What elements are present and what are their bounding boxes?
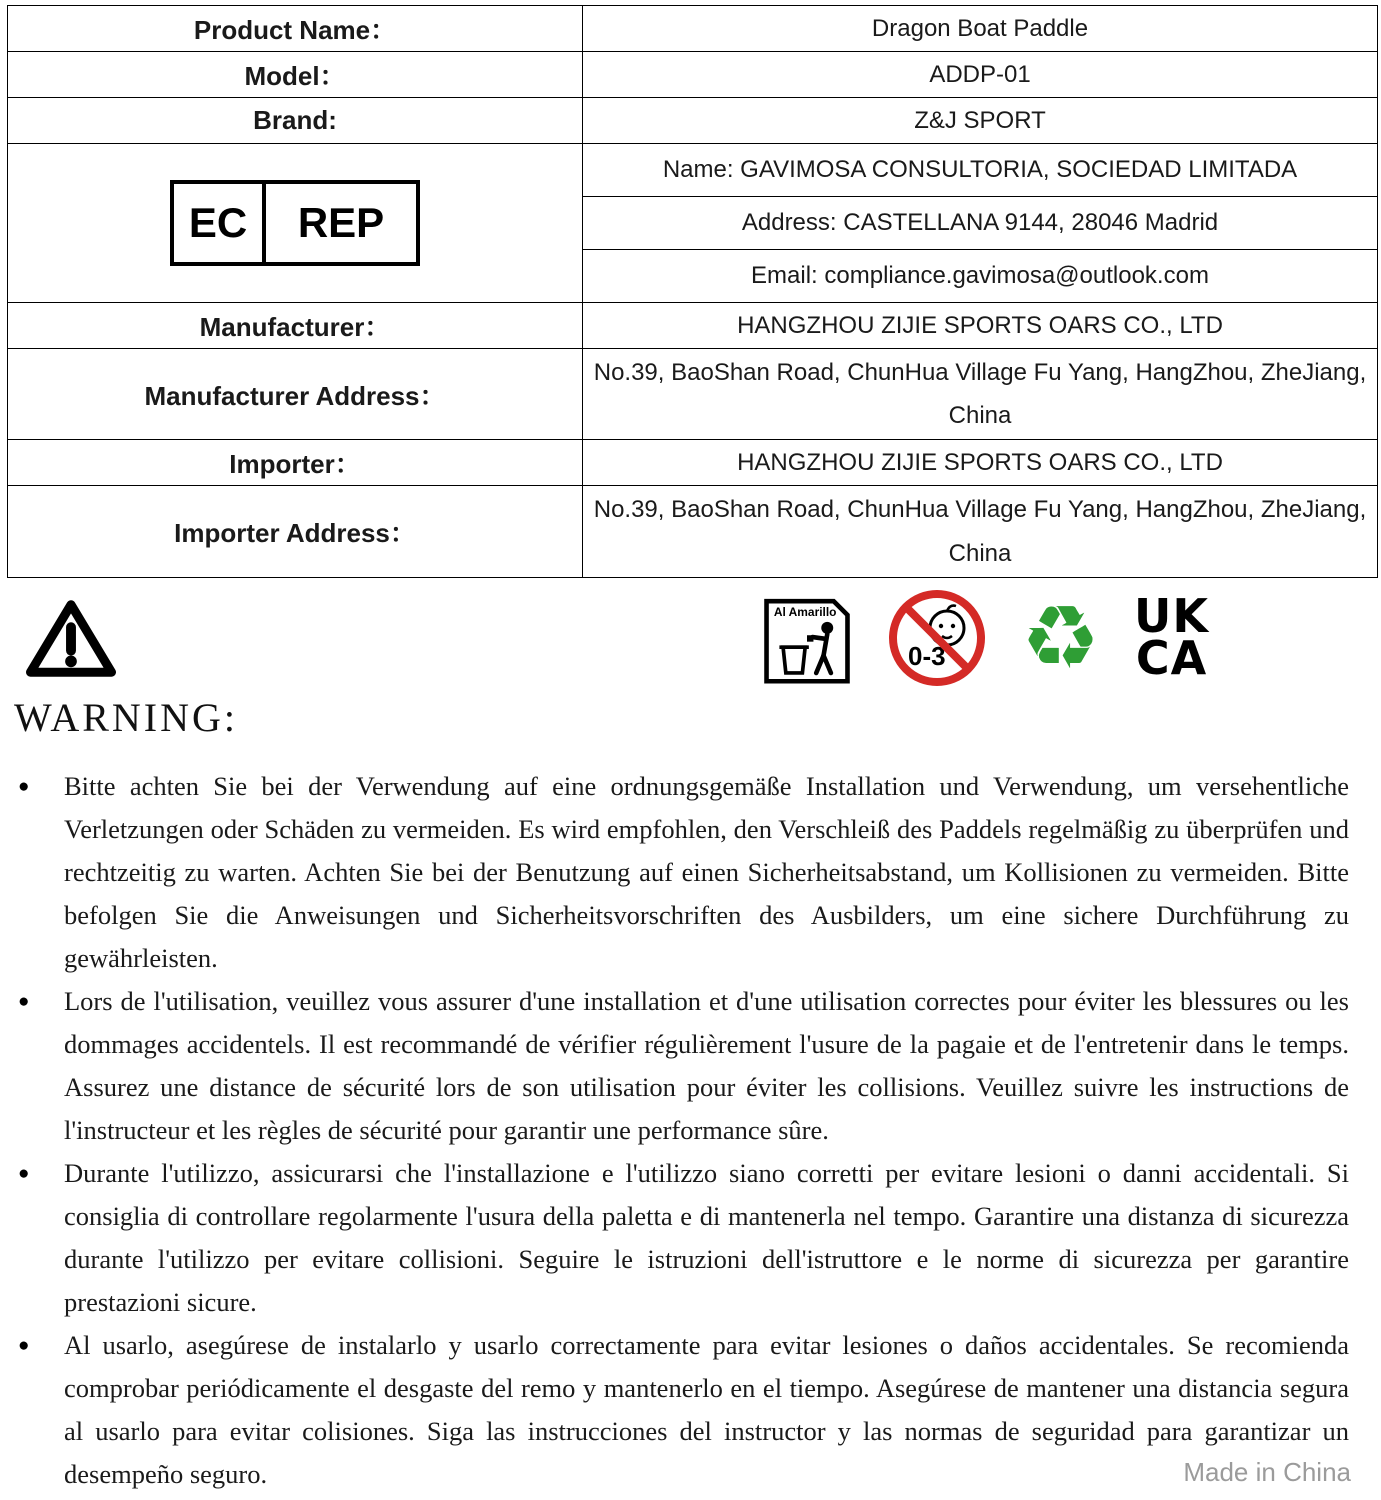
- recycling-icon: [1021, 585, 1100, 689]
- ukca-uk-text: UK: [1134, 589, 1209, 644]
- ec-rep-logo: [170, 180, 420, 266]
- model-label: Model：: [8, 52, 583, 98]
- manufacturer-value: HANGZHOU ZIJIE SPORTS OARS CO., LTD: [583, 303, 1378, 349]
- made-in-china-label: Made in China: [1183, 1457, 1351, 1487]
- ec-rep-cell: [8, 144, 583, 303]
- warning-list: [16, 765, 1349, 1496]
- manufacturer-address-value: No.39, BaoShan Road, ChunHua Village Fu Yang, HangZhou, ZheJiang, China: [583, 349, 1378, 440]
- product-info-table: [7, 5, 1378, 578]
- importer-address-value: No.39, BaoShan Road, ChunHua Village Fu Yang, HangZhou, ZheJiang, China: [583, 486, 1378, 577]
- recycling-glyph: ♻: [1021, 585, 1100, 689]
- importer-value: HANGZHOU ZIJIE SPORTS OARS CO., LTD: [583, 440, 1378, 486]
- importer-label: Importer：: [8, 440, 583, 486]
- al-amarillo-label: Al Amarillo: [773, 604, 837, 619]
- table-row: [8, 6, 1378, 52]
- brand-value: Z&J SPORT: [583, 98, 1378, 144]
- ec-rep-rep-text: REP: [297, 199, 385, 246]
- ec-rep-address: Address: CASTELLANA 9144, 28046 Madrid: [583, 197, 1378, 250]
- warning-triangle-icon: [26, 596, 116, 680]
- product-name-value: Dragon Boat Paddle: [583, 6, 1378, 52]
- warning-item-german: ● Bitte achten Sie bei der Verwendung auf eine ordnungsgemäße Installation und Verwendung, um versehentliche Verletzungen oder Schäden zu vermeiden. Es wird empfohlen, den Verschleiß des Paddels regelmäßig zu überprüfen und rechtzeitig zu warten. Achten Sie bei der Benutzung auf einen Sicherheitsabstand, um Kollisionen zu vermeiden. Bitte befolgen Sie die Anweisungen und Sicherheitsvorschriften des Ausbilders, um eine sichere Durchführung zu gewährleisten.: [16, 765, 1349, 980]
- brand-label: Brand:: [8, 98, 583, 144]
- table-row: [8, 144, 1378, 197]
- table-row: [8, 98, 1378, 144]
- not-for-children-0-3-icon: [887, 588, 987, 688]
- symbols-row: [0, 584, 1381, 692]
- ec-rep-ec-text: EC: [174, 184, 266, 262]
- table-row: [8, 52, 1378, 98]
- manufacturer-address-label: Manufacturer Address：: [8, 349, 583, 440]
- warning-item-spanish: ● Al usarlo, asegúrese de instalarlo y usarlo correctamente para evitar lesiones o daños accidentales. Se recomienda comprobar periódicamente el desgaste del remo y mantenerlo en el tiempo. Asegúrese de mantener una distancia segura al usarlo para evitar colisiones. Siga las instrucciones del instructor y las normas de seguridad para garantizar un desempeño seguro.: [16, 1324, 1349, 1496]
- warning-heading: WARNING:: [14, 694, 238, 740]
- table-row: [8, 349, 1378, 440]
- manufacturer-label: Manufacturer：: [8, 303, 583, 349]
- warning-item-italian: ● Durante l'utilizzo, assicurarsi che l'installazione e l'utilizzo siano corretti per evitare lesioni o danni accidentali. Si consiglia di controllare regolarmente l'usura della paletta e di mantenerla nel tempo. Garantire una distanza di sicurezza durante l'utilizzo per evitare collisioni. Seguire le istruzioni dell'istruttore e le norme di sicurezza per garantire prestazioni sicure.: [16, 1152, 1349, 1324]
- table-row: [8, 486, 1378, 577]
- importer-address-label: Importer Address：: [8, 486, 583, 577]
- warning-item-french: ● Lors de l'utilisation, veuillez vous assurer d'une installation et d'une utilisation correctes pour éviter les blessures ou les dommages accidentels. Il est recommandé de vérifier régulièrement l'usure de la pagaie et de l'entretenir dans le temps. Assurez une distance de sécurité lors de son utilisation pour éviter les collisions. Veuillez suivre les instructions de l'instructeur et les règles de sécurité pour garantir une performance sûre.: [16, 980, 1349, 1152]
- model-value: ADDP-01: [583, 52, 1378, 98]
- product-name-label: Product Name：: [8, 6, 583, 52]
- ukca-ca-text: CA: [1135, 630, 1208, 685]
- table-row: [8, 440, 1378, 486]
- age-limit-text: 0-3: [908, 640, 946, 671]
- ec-rep-email: Email: compliance.gavimosa@outlook.com: [583, 250, 1378, 303]
- ukca-mark: [1134, 589, 1209, 685]
- ec-rep-name: Name: GAVIMOSA CONSULTORIA, SOCIEDAD LIMITADA: [583, 144, 1378, 197]
- table-row: [8, 303, 1378, 349]
- al-amarillo-disposal-icon: [761, 588, 853, 688]
- compliance-symbols-group: [761, 585, 1209, 689]
